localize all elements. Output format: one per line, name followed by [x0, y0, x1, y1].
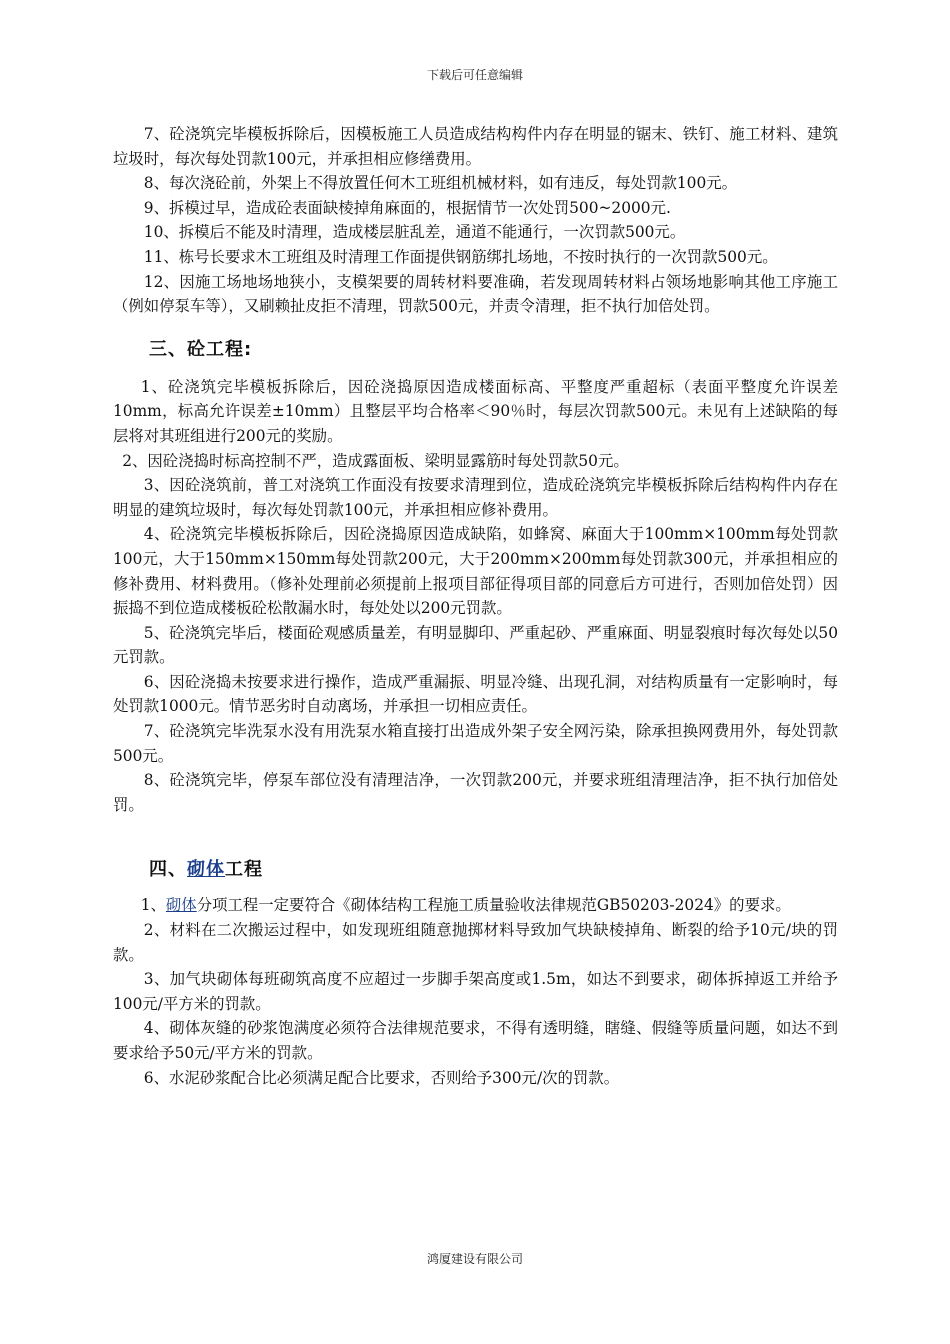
- masonry-link[interactable]: 砌体: [187, 859, 225, 881]
- rule-item: 12、因施工场地场地狭小，支模架要的周转材料要准确，若发现周转材料占领场地影响其他工序施工（例如停泵车等），又刷赖扯皮拒不清理，罚款500元，并责令清理，拒不执行加倍处罚。: [113, 272, 838, 316]
- rule-item: 10、拆模后不能及时清理，造成楼层脏乱差，通道不能通行，一次罚款500元。: [143, 223, 686, 242]
- page-header: 下载后可任意编辑: [426, 68, 523, 82]
- page-footer: [0, 1250, 950, 1267]
- rule-item: 8、每次浇砼前，外架上不得放置任何木工班组机械材料，如有违反，每处罚款100元。: [143, 174, 738, 193]
- rule-item: 3、加气块砌体每班砌筑高度不应超过一步脚手架高度或1.5m，如达不到要求，砌体拆掉返工并给予100元/平方米的罚款。: [113, 970, 838, 1013]
- rule-item: 7、砼浇筑完毕模板拆除后，因模板施工人员造成结构构件内存在明显的锯末、铁钉、施工材料、建筑垃圾时，每次每处罚款100元，并承担相应修缮费用。: [113, 125, 838, 168]
- rule-item: 4、砌体灰缝的砂浆饱满度必须符合法律规范要求，不得有透明缝，瞎缝、假缝等质量问题，如达不到要求给予50元/平方米的罚款。: [113, 1019, 838, 1062]
- rule-item: 9、拆模过早，造成砼表面缺棱掉角麻面的，根据情节一次处罚500~2000元.: [143, 198, 671, 217]
- rule-item: 11、栋号长要求木工班组及时清理工作面提供钢筋绑扎场地，不按时执行的一次罚款500元。: [143, 247, 778, 266]
- rule-item: 4、砼浇筑完毕模板拆除后，因砼浇捣原因造成缺陷，如蜂窝、麻面大于100mm×100mm每处罚款100元，大于150mm×150mm每处罚款200元，大于200mm×200mm每处罚款300元，并承担相应的修补费用、材料费用。（修补处理前必须提前上报项目部征得项目部的同意后方可进行，否则加倍处罚）因振捣不到位造成楼板砼松散漏水时，每处处以200元罚款。: [113, 525, 838, 618]
- rule-item: 7、砼浇筑完毕洗泵水没有用洗泵水箱直接打出造成外架子安全网污染，除承担换网费用外，每处罚款500元。: [113, 722, 838, 765]
- item-number: 1、: [140, 896, 166, 915]
- item-text: 分项工程一定要符合《砌体结构工程施工质量验收法律规范GB50203-2024》的要求。: [196, 896, 791, 915]
- masonry-link-inline[interactable]: 砌体: [165, 896, 197, 915]
- rule-item: 1、砼浇筑完毕模板拆除后，因砼浇捣原因造成楼面标高、平整度严重超标（表面平整度允许误差10mm，标高允许误差±10mm）且整层平均合格率＜90％时，每层次罚款500元。未见有上述缺陷的每层将对其班组进行200元的奖励。: [113, 377, 838, 445]
- section-4-heading: [113, 855, 838, 881]
- rule-item: 8、砼浇筑完毕，停泵车部位没有清理洁净，一次罚款200元，并要求班组清理洁净，拒不执行加倍处罚。: [113, 771, 838, 814]
- rule-item: 5、砼浇筑完毕后，楼面砼观感质量差，有明显脚印、严重起砂、严重麻面、明显裂痕时每次每处以50元罚款。: [113, 623, 838, 667]
- rule-item: 6、水泥砂浆配合比必须满足配合比要求，否则给予300元/次的罚款。: [143, 1068, 620, 1087]
- section-4-heading-prefix: 四、: [149, 859, 187, 881]
- section-4-body: [113, 893, 838, 1090]
- rule-item: 2、因砼浇捣时标高控制不严，造成露面板、梁明显露筋时每处罚款50元。: [122, 451, 629, 470]
- rule-item: 6、因砼浇捣未按要求进行操作，造成严重漏振、明显冷缝、出现孔洞，对结构质量有一定影响时，每处罚款1000元。情节恶劣时自动离场，并承担一切相应责任。: [113, 672, 838, 716]
- section-3-body: [113, 375, 838, 818]
- rule-item: 2、材料在二次搬运过程中，如发现班组随意抛掷材料导致加气块缺棱掉角、断裂的给予10元/块的罚款。: [113, 921, 838, 964]
- rule-item: 3、因砼浇筑前，普工对浇筑工作面没有按要求清理到位，造成砼浇筑完毕模板拆除后结构构件内存在明显的建筑垃圾时，每次每处罚款100元，并承担相应修补费用。: [113, 476, 838, 519]
- document-body: [113, 122, 838, 1090]
- company-name: 鸿厦建设有限公司: [426, 1252, 523, 1266]
- section-4-heading-suffix: 工程: [225, 859, 263, 881]
- rule-item: [113, 893, 838, 918]
- section-2-continued: [113, 122, 838, 319]
- section-3-heading: 三、砼工程:: [149, 338, 253, 360]
